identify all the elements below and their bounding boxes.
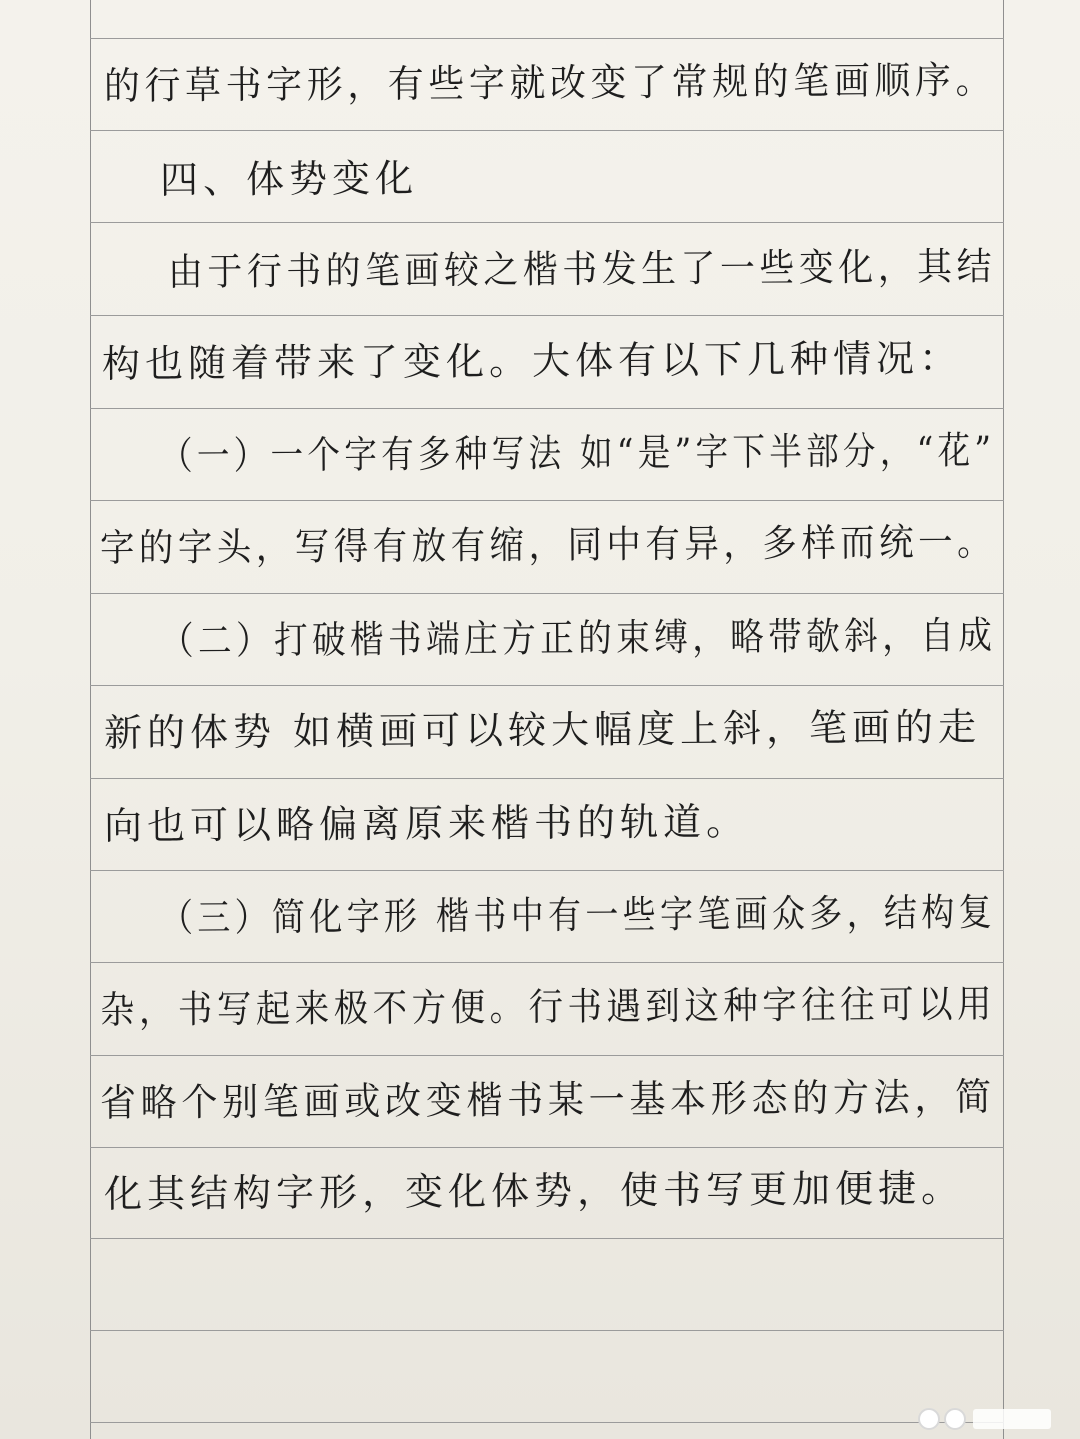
handwritten-line: （三）简化字形 楷书中有一些字笔画众多，结构复 (159, 890, 997, 940)
ruled-line (90, 685, 1004, 686)
weibo-dots-icon (915, 1405, 1055, 1433)
ruled-line (90, 408, 1004, 409)
handwritten-line: 省略个别笔画或改变楷书某一基本形态的方法，简 (99, 1074, 997, 1125)
ruled-line (90, 1330, 1004, 1331)
ruled-line (90, 130, 1004, 131)
handwritten-line: 的行草书字形，有些字就改变了常规的笔画顺序。 (103, 57, 997, 108)
handwritten-line: 向也可以略偏离原来楷书的轨道。 (103, 799, 750, 848)
handwritten-line: 杂，书写起来极不方便。行书遇到这种字往往可以用 (99, 981, 997, 1032)
handwritten-line: （一）一个字有多种写法 如“是”字下半部分，“花” (159, 428, 996, 478)
ruled-line (90, 38, 1004, 39)
handwritten-line: 构也随着带来了变化。大体有以下几种情况： (101, 335, 963, 386)
ruled-line (90, 962, 1004, 963)
ruled-line (90, 1147, 1004, 1148)
handwritten-line: 由于行书的笔画较之楷书发生了一些变化，其结 (167, 244, 997, 294)
ruled-line (90, 315, 1004, 316)
left-margin-line (90, 0, 91, 1439)
ruled-line (90, 593, 1004, 594)
handwritten-line: 化其结构字形，变化体势，使书写更加便捷。 (103, 1165, 965, 1216)
handwritten-line: （二）打破楷书端庄方正的束缚，略带欹斜，自成 (159, 613, 997, 663)
ruled-line (90, 1422, 1004, 1423)
ruled-line (90, 222, 1004, 223)
right-margin-line (1003, 0, 1004, 1439)
ruled-line (90, 500, 1004, 501)
ruled-line (90, 870, 1004, 871)
ruled-line (90, 1055, 1004, 1056)
handwritten-line: 字的字头，写得有放有缩，同中有异，多样而统一。 (99, 519, 997, 570)
section-heading: 四、体势变化 (159, 156, 419, 202)
handwritten-line: 新的体势 如横画可以较大幅度上斜，笔画的走 (103, 704, 982, 755)
ruled-line (90, 1238, 1004, 1239)
ruled-line (90, 778, 1004, 779)
